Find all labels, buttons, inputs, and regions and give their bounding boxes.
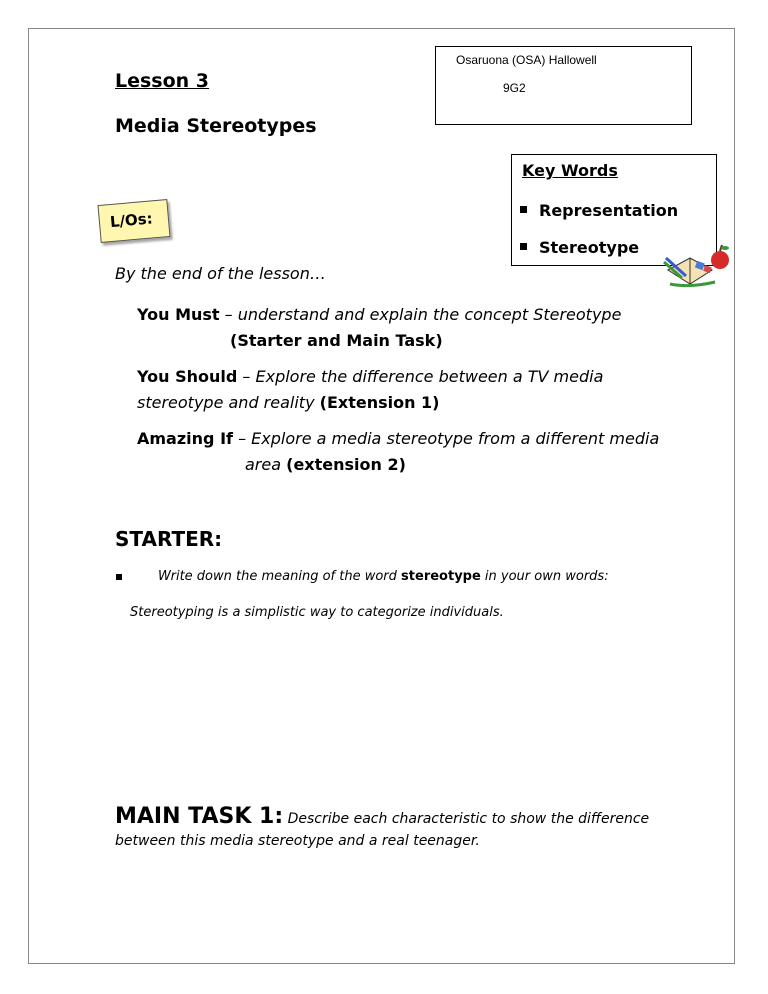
bullet-icon — [116, 574, 122, 580]
objectives-intro: By the end of the lesson… — [115, 264, 326, 283]
book-apple-icon — [660, 240, 730, 290]
bullet-icon — [520, 206, 527, 213]
starter-answer: Stereotyping is a simplistic way to categorize individuals. — [130, 605, 504, 620]
key-word-item: Stereotype — [520, 238, 639, 257]
name-box — [435, 46, 692, 125]
key-words-title: Key Words — [522, 161, 618, 180]
starter-heading: STARTER: — [115, 527, 223, 551]
key-word-item: Representation — [520, 201, 678, 220]
objective-should: You Should – Explore the difference between a TV media — [137, 367, 604, 386]
main-task-text: between this media stereotype and a real teenager. — [115, 833, 480, 849]
lesson-number: Lesson 3 — [115, 70, 210, 92]
main-task-heading: MAIN TASK 1: Describe each characteristic to show the difference — [115, 804, 650, 829]
objective-must: You Must – understand and explain the concept Stereotype — [137, 305, 622, 324]
los-sticky-note — [97, 199, 170, 243]
lesson-title: Media Stereotypes — [115, 115, 317, 137]
starter-question: Write down the meaning of the word stereotype in your own words: — [158, 569, 609, 584]
objective-must-detail: (Starter and Main Task) — [230, 331, 443, 350]
bullet-icon — [520, 243, 527, 250]
student-name: Osaruona (OSA) Hallowell — [456, 53, 597, 67]
objective-should-line2: stereotype and reality (Extension 1) — [137, 393, 440, 412]
los-label: L/Os: — [109, 209, 154, 232]
objective-amazing-line2: area (extension 2) — [245, 455, 406, 474]
objective-amazing: Amazing If – Explore a media stereotype from a different media — [137, 429, 660, 448]
class-code: 9G2 — [503, 81, 526, 95]
